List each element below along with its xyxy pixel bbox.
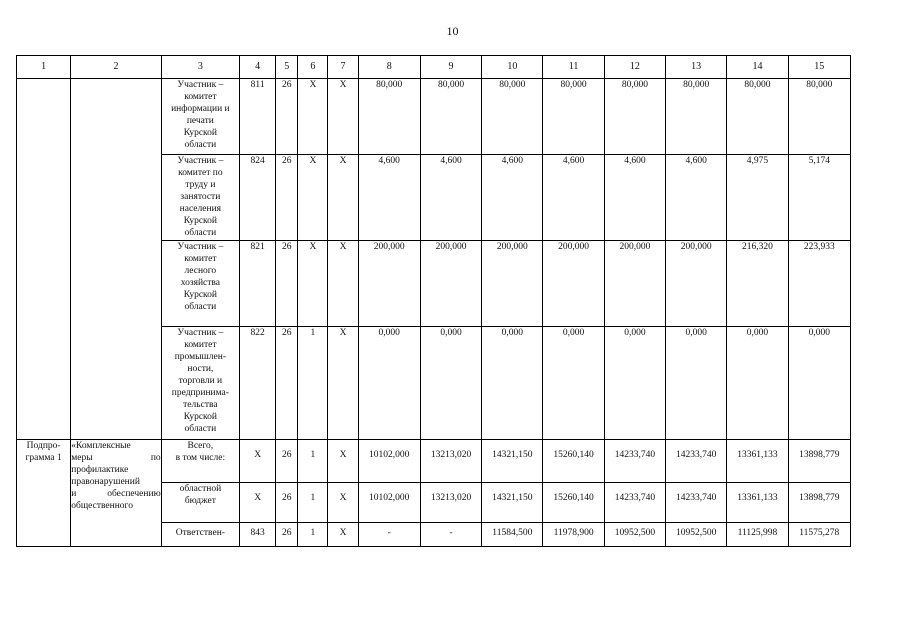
col-header: 11 (543, 56, 604, 79)
participant-line: области (184, 228, 217, 238)
funding-label-line: Ответствен- (175, 528, 225, 538)
participant-line: печати (186, 116, 214, 126)
value-cell: 15260,140 (543, 483, 604, 523)
value-cell: 200,000 (482, 241, 543, 327)
empty-cell (71, 79, 161, 440)
code-cell: 811 (240, 79, 276, 155)
participant-line: комитет (184, 92, 217, 102)
value-cell: 14233,740 (666, 440, 727, 483)
col-header: 10 (482, 56, 543, 79)
code-cell: Х (328, 79, 358, 155)
value-cell: 4,600 (482, 155, 543, 241)
value-cell: 0,000 (788, 327, 850, 440)
col-header: 9 (420, 56, 481, 79)
code-cell: Х (328, 241, 358, 327)
code-cell: Х (240, 440, 276, 483)
participant-cell (161, 79, 239, 155)
header-row (17, 56, 851, 79)
value-cell: 10952,500 (604, 523, 665, 547)
code-cell: 26 (276, 327, 298, 440)
col-header: 1 (17, 56, 71, 79)
value-cell: 80,000 (666, 79, 727, 155)
subprogram-number-cell (17, 440, 71, 547)
participant-cell (161, 327, 239, 440)
code-cell: 26 (276, 440, 298, 483)
participant-line: информации и (171, 104, 230, 114)
participant-line: торговли и (178, 376, 223, 386)
funding-label-cell (161, 440, 239, 483)
value-cell: 200,000 (543, 241, 604, 327)
code-cell: 821 (240, 241, 276, 327)
value-cell: 80,000 (482, 79, 543, 155)
value-cell: 4,600 (358, 155, 420, 241)
value-cell: 80,000 (543, 79, 604, 155)
col-header: 15 (788, 56, 850, 79)
participant-line: области (184, 424, 217, 434)
page-number: 10 (446, 24, 459, 38)
col-header: 3 (161, 56, 239, 79)
value-cell: 0,000 (604, 327, 665, 440)
value-cell: 4,975 (727, 155, 788, 241)
value-cell: 4,600 (543, 155, 604, 241)
value-cell: - (420, 523, 481, 547)
value-cell: 0,000 (543, 327, 604, 440)
value-cell: 13213,020 (420, 483, 481, 523)
code-cell: 26 (276, 523, 298, 547)
value-cell: 13213,020 (420, 440, 481, 483)
funding-label-line: в том числе: (175, 453, 226, 463)
value-cell: 11125,998 (727, 523, 788, 547)
value-cell: 14321,150 (482, 483, 543, 523)
subprogram-title-line: правонарушений (71, 477, 140, 487)
participant-line: области (184, 302, 217, 312)
code-cell: Х (298, 155, 328, 241)
value-cell: 14233,740 (604, 483, 665, 523)
code-cell: 26 (276, 483, 298, 523)
value-cell: 80,000 (788, 79, 850, 155)
participant-line: области (184, 140, 217, 150)
participant-cell (161, 155, 239, 241)
col-header: 12 (604, 56, 665, 79)
value-cell: 13361,133 (727, 440, 788, 483)
code-cell: Х (328, 483, 358, 523)
value-cell: 11575,278 (788, 523, 850, 547)
participant-line: Участник – (177, 242, 224, 252)
table-row (17, 440, 851, 483)
value-cell: 14233,740 (666, 483, 727, 523)
participant-line: комитет (184, 340, 217, 350)
value-cell: 11978,900 (543, 523, 604, 547)
value-cell: 15260,140 (543, 440, 604, 483)
participant-cell (161, 241, 239, 327)
code-cell: 26 (276, 241, 298, 327)
table-row (17, 79, 851, 155)
funding-label-line: бюджет (184, 496, 216, 506)
funding-label-line: областной (179, 484, 222, 494)
value-cell: 4,600 (420, 155, 481, 241)
subprogram-title-line: «Комплексные (71, 441, 131, 451)
funding-label-line: Всего, (187, 441, 214, 451)
code-cell: 26 (276, 155, 298, 241)
participant-line: хозяйства (180, 278, 220, 288)
value-cell: 80,000 (420, 79, 481, 155)
value-cell: 10102,000 (358, 440, 420, 483)
participant-line: тельства (183, 400, 218, 410)
value-cell: 80,000 (604, 79, 665, 155)
participant-line: Курской (183, 216, 218, 226)
value-cell: 13898,779 (788, 483, 850, 523)
funding-label-cell (161, 523, 239, 547)
value-cell: 5,174 (788, 155, 850, 241)
col-header: 14 (727, 56, 788, 79)
col-header: 7 (328, 56, 358, 79)
code-cell: Х (328, 440, 358, 483)
participant-line: предпринима- (171, 388, 229, 398)
value-cell: 14233,740 (604, 440, 665, 483)
subprogram-title-line: общественного (71, 501, 133, 511)
code-cell: Х (328, 523, 358, 547)
participant-line: комитет по (178, 168, 223, 178)
code-cell: Х (240, 483, 276, 523)
participant-line: Курской (183, 412, 218, 422)
participant-line: Участник – (177, 80, 224, 90)
value-cell: 200,000 (358, 241, 420, 327)
subprogram-number-line: грамма 1 (25, 453, 62, 463)
subprogram-title-cell (71, 440, 161, 547)
col-header: 5 (276, 56, 298, 79)
participant-line: комитет (184, 254, 217, 264)
code-cell: 1 (298, 327, 328, 440)
participant-line: Курской (183, 128, 218, 138)
value-cell: 4,600 (604, 155, 665, 241)
value-cell: 80,000 (727, 79, 788, 155)
value-cell: 0,000 (666, 327, 727, 440)
code-cell: 822 (240, 327, 276, 440)
empty-cell (17, 79, 71, 440)
participant-line: Участник – (177, 156, 224, 166)
value-cell: 4,600 (666, 155, 727, 241)
code-cell: 1 (298, 483, 328, 523)
participant-line: населения (179, 204, 222, 214)
value-cell: 13361,133 (727, 483, 788, 523)
code-cell: 1 (298, 440, 328, 483)
value-cell: 0,000 (727, 327, 788, 440)
value-cell: 200,000 (604, 241, 665, 327)
value-cell: 14321,150 (482, 440, 543, 483)
participant-line: Курской (183, 290, 218, 300)
value-cell: 200,000 (666, 241, 727, 327)
subprogram-number-line: Подпро- (26, 441, 61, 451)
participant-line: Участник – (177, 328, 224, 338)
value-cell: 10952,500 (666, 523, 727, 547)
value-cell: 0,000 (420, 327, 481, 440)
participant-line: ности, (187, 364, 214, 374)
value-cell: 216,320 (727, 241, 788, 327)
participant-line: лесного (184, 266, 217, 276)
code-cell: 843 (240, 523, 276, 547)
code-cell: 26 (276, 79, 298, 155)
code-cell: Х (328, 155, 358, 241)
col-header: 13 (666, 56, 727, 79)
value-cell: 223,933 (788, 241, 850, 327)
code-cell: Х (298, 241, 328, 327)
funding-label-cell (161, 483, 239, 523)
budget-table (16, 55, 851, 547)
col-header: 4 (240, 56, 276, 79)
code-cell: Х (298, 79, 328, 155)
participant-line: занятости (180, 192, 221, 202)
value-cell: 200,000 (420, 241, 481, 327)
col-header: 8 (358, 56, 420, 79)
subprogram-title-line: профилактике (71, 465, 129, 475)
value-cell: 10102,000 (358, 483, 420, 523)
value-cell: 0,000 (482, 327, 543, 440)
participant-line: промышлен- (174, 352, 227, 362)
value-cell: - (358, 523, 420, 547)
subprogram-title-line: меры по (71, 453, 161, 463)
col-header: 2 (71, 56, 161, 79)
value-cell: 11584,500 (482, 523, 543, 547)
participant-line: труду и (185, 180, 216, 190)
value-cell: 13898,779 (788, 440, 850, 483)
value-cell: 80,000 (358, 79, 420, 155)
code-cell: 1 (298, 523, 328, 547)
col-header: 6 (298, 56, 328, 79)
code-cell: Х (328, 327, 358, 440)
code-cell: 824 (240, 155, 276, 241)
value-cell: 0,000 (358, 327, 420, 440)
subprogram-title-line: и обеспечению (71, 489, 161, 499)
